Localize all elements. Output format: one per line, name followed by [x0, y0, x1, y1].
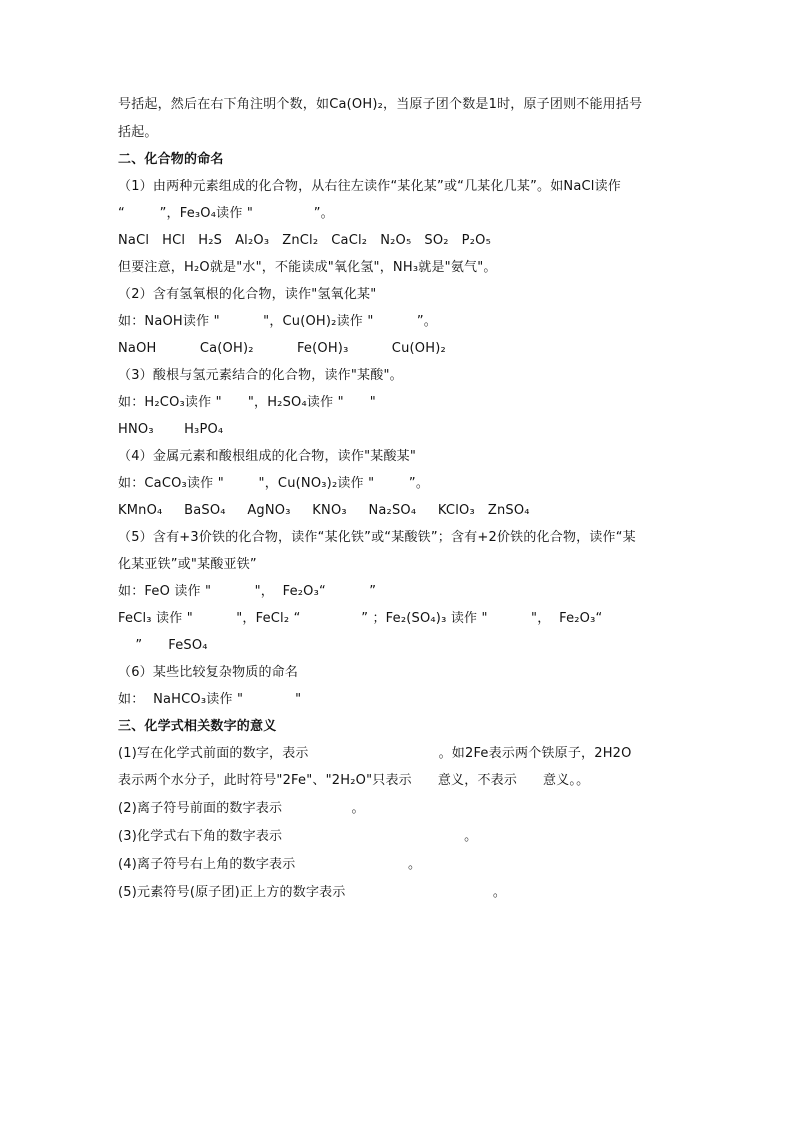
section-heading: 二、化合物的命名 — [118, 152, 224, 167]
text-line: 表示两个水分子，此时符号"2Fe"、"2H₂O"只表示 意义，不表示 意义。。 — [118, 773, 590, 788]
text-line: (4)离子符号右上角的数字表示 。 — [118, 857, 422, 872]
text-line: (3)化学式右下角的数字表示 。 — [118, 829, 478, 844]
text-line: （4）金属元素和酸根组成的化合物，读作"某酸某" — [118, 449, 417, 464]
text-line: （3）酸根与氢元素结合的化合物，读作"某酸"。 — [118, 368, 403, 383]
text-line: (1)写在化学式前面的数字，表示 。如2Fe表示两个铁原子，2H2O — [118, 746, 632, 761]
text-line: 如：FeO 读作 " "， Fe₂O₃“ ” — [118, 584, 377, 599]
text-line: 化某亚铁”或"某酸亚铁” — [118, 557, 257, 572]
formula-list: NaOH Ca(OH)₂ Fe(OH)₃ Cu(OH)₂ — [118, 341, 446, 356]
text-line: 如： NaHCO₃读作 " " — [118, 692, 302, 707]
section-heading: 三、化学式相关数字的意义 — [118, 719, 277, 734]
text-line: FeCl₃ 读作 " "，FeCl₂ “ ” ；Fe₂(SO₄)₃ 读作 " "， Fe₂O₃“ — [118, 611, 603, 626]
text-line: ” FeSO₄ — [118, 638, 208, 653]
formula-list: NaCl HCl H₂S Al₂O₃ ZnCl₂ CaCl₂ N₂O₅ SO₂ P₂O₅ — [118, 233, 491, 248]
text-line: 号括起，然后在右下角注明个数，如Ca(OH)₂，当原子团个数是1时，原子团则不能用括号 — [118, 97, 643, 112]
formula-list: HNO₃ H₃PO₄ — [118, 422, 224, 437]
text-line: 如：CaCO₃读作 " "，Cu(NO₃)₂读作 " ”。 — [118, 476, 430, 491]
text-line: （5）含有+3价铁的化合物，读作“某化铁”或“某酸铁”；含有+2价铁的化合物，读作“某 — [118, 530, 636, 545]
text-line: (2)离子符号前面的数字表示 。 — [118, 801, 365, 816]
formula-list: KMnO₄ BaSO₄ AgNO₃ KNO₃ Na₂SO₄ KClO₃ ZnSO₄ — [118, 503, 530, 518]
text-line: 括起。 — [118, 125, 158, 140]
text-line: （6）某些比较复杂物质的命名 — [118, 665, 299, 680]
text-line: (5)元素符号(原子团)正上方的数字表示 。 — [118, 885, 507, 900]
text-line: （1）由两种元素组成的化合物，从右往左读作“某化某”或“几某化几某”。如NaCl读作 — [118, 179, 621, 194]
text-line: 但要注意，H₂O就是"水"，不能读成"氧化氢"，NH₃就是"氨气"。 — [118, 260, 497, 275]
text-line: （2）含有氢氧根的化合物，读作"氢氧化某" — [118, 287, 377, 302]
text-line: “ ”，Fe₃O₄读作 " ”。 — [118, 206, 334, 221]
text-line: 如：H₂CO₃读作 " "，H₂SO₄读作 " " — [118, 395, 376, 410]
text-line: 如：NaOH读作 " "，Cu(OH)₂读作 " ”。 — [118, 314, 437, 329]
